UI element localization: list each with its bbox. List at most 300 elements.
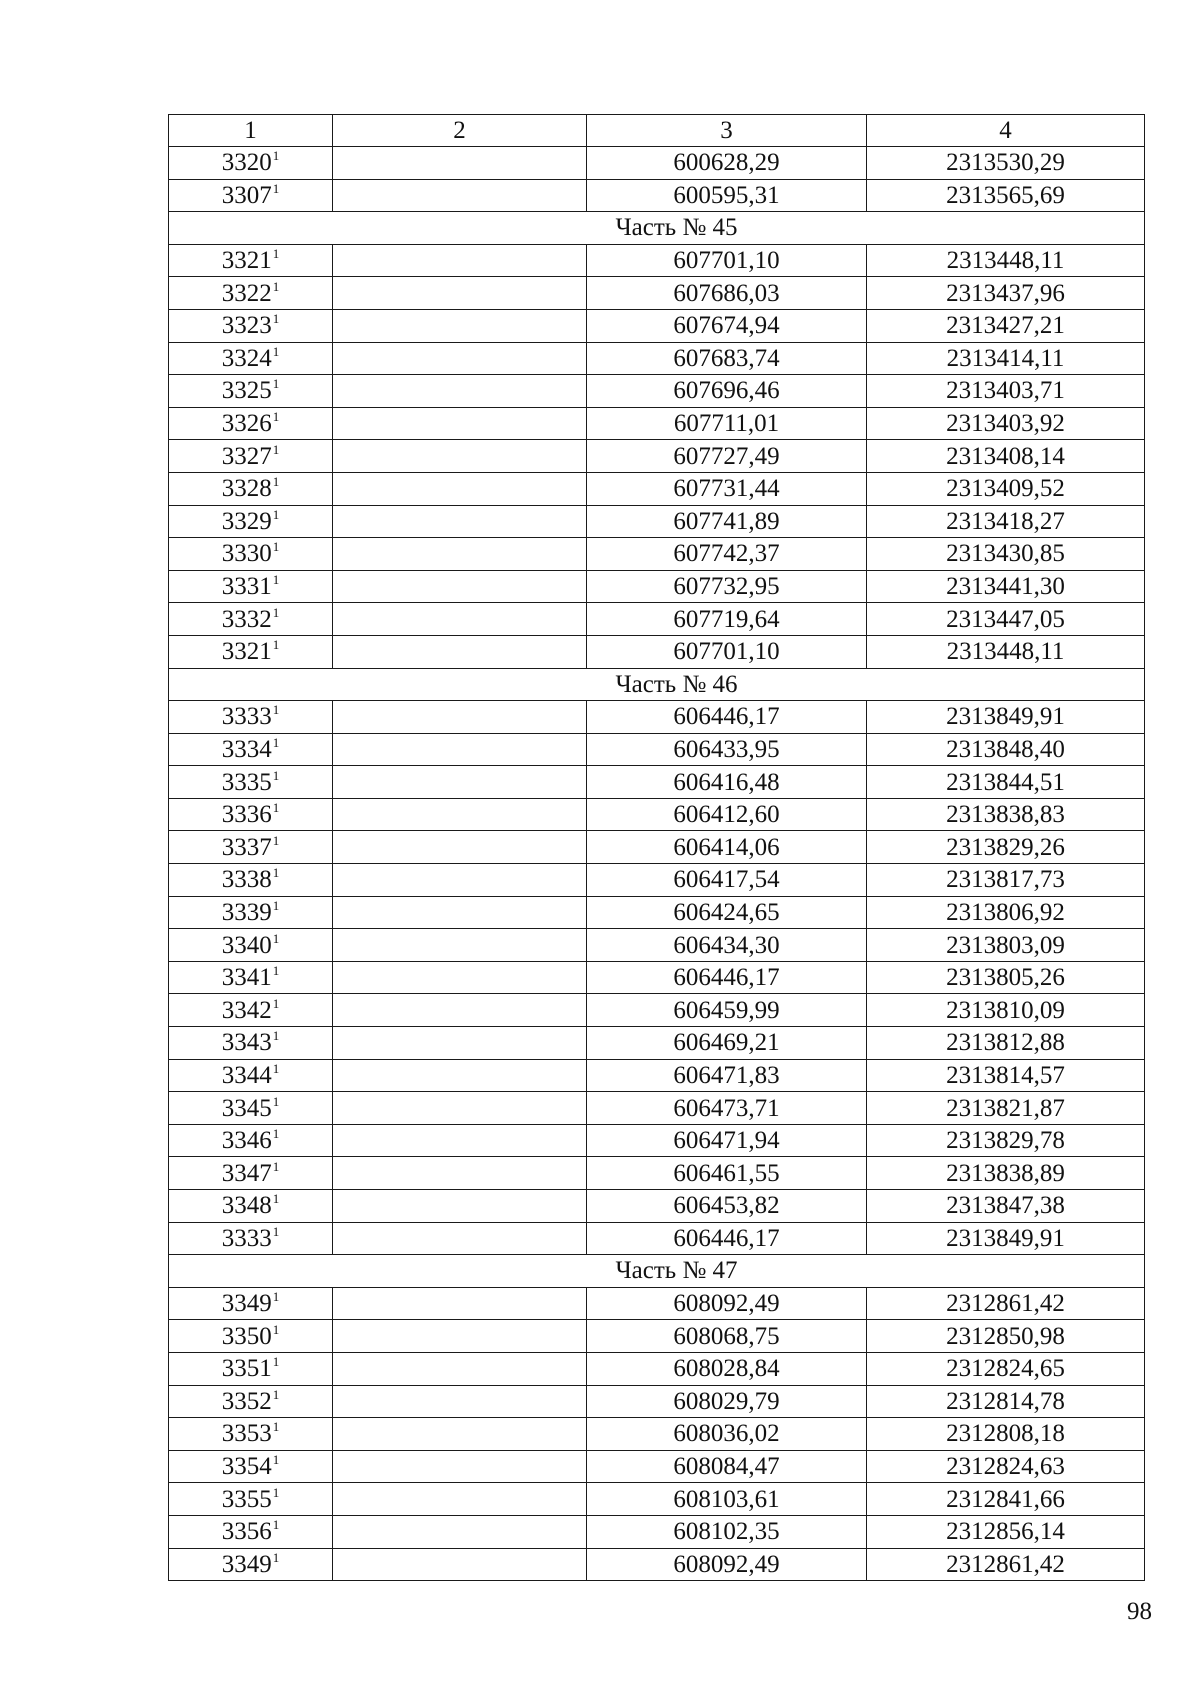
point-number-cell (169, 1222, 333, 1255)
point-superscript: 1 (272, 376, 280, 392)
point-number: 3323 (221, 312, 272, 340)
col2-cell (333, 277, 587, 310)
point-number: 3322 (221, 279, 272, 307)
point-superscript: 1 (272, 1321, 280, 1337)
point-number-cell (169, 701, 333, 734)
point-number-cell (169, 961, 333, 994)
y-coordinate-cell: 2313530,29 (867, 147, 1145, 180)
x-coordinate-cell: 606459,99 (587, 994, 867, 1027)
table-row (169, 1450, 1145, 1483)
x-coordinate-cell: 606417,54 (587, 864, 867, 897)
point-number-cell (169, 407, 333, 440)
point-superscript: 1 (272, 1158, 280, 1174)
col2-cell (333, 994, 587, 1027)
y-coordinate-cell: 2313437,96 (867, 277, 1145, 310)
header-col-3: 3 (587, 115, 867, 147)
point-number: 3332 (221, 605, 272, 633)
point-number-cell (169, 244, 333, 277)
col2-cell (333, 635, 587, 668)
point-number: 3351 (221, 1355, 272, 1383)
point-number-cell (169, 896, 333, 929)
y-coordinate-cell: 2313812,88 (867, 1027, 1145, 1060)
y-coordinate-cell: 2312850,98 (867, 1320, 1145, 1353)
x-coordinate-cell: 607701,10 (587, 244, 867, 277)
y-coordinate-cell: 2313829,78 (867, 1124, 1145, 1157)
point-superscript: 1 (272, 441, 280, 457)
point-superscript: 1 (272, 1419, 280, 1435)
point-number: 3354 (221, 1453, 272, 1481)
table-row (169, 342, 1145, 375)
point-number: 3326 (221, 410, 272, 438)
table-row (169, 505, 1145, 538)
point-number-cell (169, 929, 333, 962)
x-coordinate-cell: 608068,75 (587, 1320, 867, 1353)
table-row (169, 309, 1145, 342)
y-coordinate-cell: 2313448,11 (867, 635, 1145, 668)
y-coordinate-cell: 2312841,66 (867, 1483, 1145, 1516)
point-superscript: 1 (272, 702, 280, 718)
col2-cell (333, 1157, 587, 1190)
point-number: 3341 (221, 964, 272, 992)
table-row (169, 472, 1145, 505)
point-superscript: 1 (272, 637, 280, 653)
point-number-cell (169, 603, 333, 636)
col2-cell (333, 1222, 587, 1255)
col2-cell (333, 505, 587, 538)
point-number: 3327 (221, 442, 272, 470)
y-coordinate-cell: 2313849,91 (867, 701, 1145, 734)
point-superscript: 1 (272, 409, 280, 425)
point-superscript: 1 (272, 1060, 280, 1076)
point-number: 3349 (221, 1290, 272, 1318)
point-number-cell (169, 994, 333, 1027)
table-row (169, 179, 1145, 212)
point-number: 3328 (221, 475, 272, 503)
col2-cell (333, 603, 587, 636)
col2-cell (333, 701, 587, 734)
point-superscript: 1 (272, 604, 280, 620)
y-coordinate-cell: 2313803,09 (867, 929, 1145, 962)
table-row (169, 1548, 1145, 1581)
y-coordinate-cell: 2313821,87 (867, 1092, 1145, 1125)
point-number-cell (169, 798, 333, 831)
point-superscript: 1 (272, 1354, 280, 1370)
y-coordinate-cell: 2312808,18 (867, 1418, 1145, 1451)
point-number: 3345 (221, 1094, 272, 1122)
y-coordinate-cell: 2312824,65 (867, 1352, 1145, 1385)
point-number: 3348 (221, 1192, 272, 1220)
point-number: 3321 (221, 247, 272, 275)
y-coordinate-cell: 2313414,11 (867, 342, 1145, 375)
table-row (169, 407, 1145, 440)
table-row (169, 244, 1145, 277)
point-number: 3338 (221, 866, 272, 894)
x-coordinate-cell: 606424,65 (587, 896, 867, 929)
y-coordinate-cell: 2313847,38 (867, 1190, 1145, 1223)
header-col-4: 4 (867, 115, 1145, 147)
table-row (169, 1092, 1145, 1125)
point-superscript: 1 (272, 1191, 280, 1207)
point-number-cell (169, 147, 333, 180)
table-row (169, 1124, 1145, 1157)
point-number-cell (169, 1059, 333, 1092)
point-number-cell (169, 570, 333, 603)
point-number-cell (169, 1548, 333, 1581)
point-number: 3352 (221, 1387, 272, 1415)
point-number: 3307 (221, 181, 272, 209)
x-coordinate-cell: 607731,44 (587, 472, 867, 505)
col2-cell (333, 1418, 587, 1451)
point-number-cell (169, 277, 333, 310)
table-row (169, 570, 1145, 603)
col2-cell (333, 179, 587, 212)
col2-cell (333, 1092, 587, 1125)
point-number: 3346 (221, 1127, 272, 1155)
point-superscript: 1 (272, 1223, 280, 1239)
point-superscript: 1 (272, 343, 280, 359)
y-coordinate-cell: 2313817,73 (867, 864, 1145, 897)
col2-cell (333, 1450, 587, 1483)
section-header-row (169, 668, 1145, 701)
table-row (169, 147, 1145, 180)
point-superscript: 1 (272, 539, 280, 555)
col2-cell (333, 244, 587, 277)
point-superscript: 1 (272, 800, 280, 816)
section-header-row (169, 1255, 1145, 1288)
col2-cell (333, 375, 587, 408)
point-number: 3356 (221, 1518, 272, 1546)
page-number: 98 (1127, 1598, 1152, 1625)
point-number: 3355 (221, 1485, 272, 1513)
x-coordinate-cell: 606453,82 (587, 1190, 867, 1223)
y-coordinate-cell: 2313810,09 (867, 994, 1145, 1027)
point-superscript: 1 (272, 1093, 280, 1109)
y-coordinate-cell: 2313829,26 (867, 831, 1145, 864)
point-number: 3325 (221, 377, 272, 405)
table-row (169, 538, 1145, 571)
point-number: 3333 (221, 703, 272, 731)
y-coordinate-cell: 2313430,85 (867, 538, 1145, 571)
point-number-cell (169, 1190, 333, 1223)
y-coordinate-cell: 2312861,42 (867, 1287, 1145, 1320)
col2-cell (333, 1124, 587, 1157)
col2-cell (333, 1548, 587, 1581)
table-row (169, 375, 1145, 408)
coordinates-table (168, 114, 1145, 1581)
x-coordinate-cell: 608036,02 (587, 1418, 867, 1451)
y-coordinate-cell: 2313838,89 (867, 1157, 1145, 1190)
y-coordinate-cell: 2313806,92 (867, 896, 1145, 929)
y-coordinate-cell: 2313408,14 (867, 440, 1145, 473)
table-row (169, 1157, 1145, 1190)
point-number: 3343 (221, 1029, 272, 1057)
point-number-cell (169, 309, 333, 342)
x-coordinate-cell: 606416,48 (587, 766, 867, 799)
x-coordinate-cell: 606473,71 (587, 1092, 867, 1125)
y-coordinate-cell: 2313441,30 (867, 570, 1145, 603)
col2-cell (333, 1027, 587, 1060)
table-row (169, 1352, 1145, 1385)
y-coordinate-cell: 2313849,91 (867, 1222, 1145, 1255)
point-superscript: 1 (272, 1484, 280, 1500)
point-superscript: 1 (272, 897, 280, 913)
x-coordinate-cell: 607742,37 (587, 538, 867, 571)
point-superscript: 1 (272, 572, 280, 588)
col2-cell (333, 309, 587, 342)
section-title: Часть № 47 (169, 1255, 1145, 1288)
point-superscript: 1 (272, 246, 280, 262)
table-row (169, 1190, 1145, 1223)
y-coordinate-cell: 2312856,14 (867, 1515, 1145, 1548)
col2-cell (333, 570, 587, 603)
table-row (169, 733, 1145, 766)
header-col-2: 2 (333, 115, 587, 147)
point-superscript: 1 (272, 963, 280, 979)
y-coordinate-cell: 2313805,26 (867, 961, 1145, 994)
x-coordinate-cell: 600628,29 (587, 147, 867, 180)
table-row (169, 766, 1145, 799)
point-number-cell (169, 538, 333, 571)
point-number: 3353 (221, 1420, 272, 1448)
section-title: Часть № 45 (169, 212, 1145, 245)
x-coordinate-cell: 608092,49 (587, 1287, 867, 1320)
table-row (169, 701, 1145, 734)
y-coordinate-cell: 2313844,51 (867, 766, 1145, 799)
table-row (169, 1483, 1145, 1516)
point-number-cell (169, 1027, 333, 1060)
point-number: 3349 (221, 1550, 272, 1578)
col2-cell (333, 896, 587, 929)
y-coordinate-cell: 2313403,92 (867, 407, 1145, 440)
col2-cell (333, 1320, 587, 1353)
point-superscript: 1 (272, 311, 280, 327)
point-number: 3331 (221, 573, 272, 601)
col2-cell (333, 766, 587, 799)
table-row (169, 798, 1145, 831)
col2-cell (333, 1190, 587, 1223)
x-coordinate-cell: 608029,79 (587, 1385, 867, 1418)
x-coordinate-cell: 606412,60 (587, 798, 867, 831)
x-coordinate-cell: 608028,84 (587, 1352, 867, 1385)
point-number-cell (169, 342, 333, 375)
point-number: 3350 (221, 1322, 272, 1350)
x-coordinate-cell: 606446,17 (587, 1222, 867, 1255)
x-coordinate-cell: 607683,74 (587, 342, 867, 375)
table-row (169, 635, 1145, 668)
table-row (169, 1385, 1145, 1418)
table-row (169, 929, 1145, 962)
point-number-cell (169, 1515, 333, 1548)
point-number: 3344 (221, 1061, 272, 1089)
col2-cell (333, 1483, 587, 1516)
point-number-cell (169, 766, 333, 799)
col2-cell (333, 798, 587, 831)
x-coordinate-cell: 606461,55 (587, 1157, 867, 1190)
x-coordinate-cell: 608084,47 (587, 1450, 867, 1483)
section-title: Часть № 46 (169, 668, 1145, 701)
point-superscript: 1 (272, 506, 280, 522)
point-superscript: 1 (272, 1386, 280, 1402)
x-coordinate-cell: 606469,21 (587, 1027, 867, 1060)
point-number-cell (169, 635, 333, 668)
point-number-cell (169, 864, 333, 897)
x-coordinate-cell: 607719,64 (587, 603, 867, 636)
point-superscript: 1 (272, 832, 280, 848)
point-number: 3334 (221, 735, 272, 763)
table-row (169, 1059, 1145, 1092)
x-coordinate-cell: 606446,17 (587, 961, 867, 994)
y-coordinate-cell: 2313409,52 (867, 472, 1145, 505)
col2-cell (333, 831, 587, 864)
y-coordinate-cell: 2313838,83 (867, 798, 1145, 831)
table-header-row (169, 115, 1145, 147)
point-superscript: 1 (272, 930, 280, 946)
col2-cell (333, 1352, 587, 1385)
point-superscript: 1 (272, 1452, 280, 1468)
point-number-cell (169, 1418, 333, 1451)
point-number: 3320 (221, 149, 272, 177)
x-coordinate-cell: 607674,94 (587, 309, 867, 342)
point-number: 3342 (221, 996, 272, 1024)
point-superscript: 1 (272, 767, 280, 783)
col2-cell (333, 864, 587, 897)
point-number-cell (169, 505, 333, 538)
point-number: 3336 (221, 801, 272, 829)
point-superscript: 1 (272, 1126, 280, 1142)
table-row (169, 961, 1145, 994)
point-number: 3330 (221, 540, 272, 568)
point-superscript: 1 (272, 148, 280, 164)
point-superscript: 1 (272, 1028, 280, 1044)
point-superscript: 1 (272, 474, 280, 490)
x-coordinate-cell: 607686,03 (587, 277, 867, 310)
table-row (169, 1287, 1145, 1320)
point-superscript: 1 (272, 1517, 280, 1533)
point-number-cell (169, 1352, 333, 1385)
table-row (169, 603, 1145, 636)
col2-cell (333, 1059, 587, 1092)
y-coordinate-cell: 2313447,05 (867, 603, 1145, 636)
x-coordinate-cell: 608092,49 (587, 1548, 867, 1581)
point-number-cell (169, 1320, 333, 1353)
y-coordinate-cell: 2313418,27 (867, 505, 1145, 538)
col2-cell (333, 147, 587, 180)
table-row (169, 1027, 1145, 1060)
col2-cell (333, 1515, 587, 1548)
col2-cell (333, 472, 587, 505)
y-coordinate-cell: 2312824,63 (867, 1450, 1145, 1483)
point-number-cell (169, 375, 333, 408)
table-row (169, 440, 1145, 473)
col2-cell (333, 961, 587, 994)
point-superscript: 1 (272, 995, 280, 1011)
y-coordinate-cell: 2313448,11 (867, 244, 1145, 277)
point-number-cell (169, 1483, 333, 1516)
y-coordinate-cell: 2312814,78 (867, 1385, 1145, 1418)
y-coordinate-cell: 2313427,21 (867, 309, 1145, 342)
point-number: 3333 (221, 1224, 272, 1252)
header-col-1: 1 (169, 115, 333, 147)
table-row (169, 1515, 1145, 1548)
y-coordinate-cell: 2313848,40 (867, 733, 1145, 766)
y-coordinate-cell: 2312861,42 (867, 1548, 1145, 1581)
point-number-cell (169, 1385, 333, 1418)
point-superscript: 1 (272, 734, 280, 750)
x-coordinate-cell: 608103,61 (587, 1483, 867, 1516)
point-number-cell (169, 472, 333, 505)
x-coordinate-cell: 606414,06 (587, 831, 867, 864)
point-number-cell (169, 1124, 333, 1157)
point-number: 3324 (221, 344, 272, 372)
x-coordinate-cell: 600595,31 (587, 179, 867, 212)
table-row (169, 1320, 1145, 1353)
col2-cell (333, 538, 587, 571)
table-row (169, 1418, 1145, 1451)
point-number-cell (169, 1450, 333, 1483)
point-number: 3329 (221, 507, 272, 535)
point-number-cell (169, 733, 333, 766)
x-coordinate-cell: 606471,83 (587, 1059, 867, 1092)
y-coordinate-cell: 2313814,57 (867, 1059, 1145, 1092)
point-number-cell (169, 1287, 333, 1320)
x-coordinate-cell: 607727,49 (587, 440, 867, 473)
col2-cell (333, 407, 587, 440)
point-number: 3337 (221, 833, 272, 861)
point-number: 3340 (221, 931, 272, 959)
x-coordinate-cell: 607732,95 (587, 570, 867, 603)
point-number: 3339 (221, 898, 272, 926)
table-row (169, 277, 1145, 310)
col2-cell (333, 440, 587, 473)
x-coordinate-cell: 607701,10 (587, 635, 867, 668)
x-coordinate-cell: 608102,35 (587, 1515, 867, 1548)
col2-cell (333, 342, 587, 375)
y-coordinate-cell: 2313565,69 (867, 179, 1145, 212)
table-row (169, 1222, 1145, 1255)
col2-cell (333, 929, 587, 962)
point-number: 3321 (221, 638, 272, 666)
point-number: 3347 (221, 1159, 272, 1187)
x-coordinate-cell: 606446,17 (587, 701, 867, 734)
point-superscript: 1 (272, 865, 280, 881)
x-coordinate-cell: 606434,30 (587, 929, 867, 962)
table-row (169, 994, 1145, 1027)
point-superscript: 1 (272, 1549, 280, 1565)
col2-cell (333, 733, 587, 766)
y-coordinate-cell: 2313403,71 (867, 375, 1145, 408)
point-superscript: 1 (272, 180, 280, 196)
x-coordinate-cell: 606433,95 (587, 733, 867, 766)
x-coordinate-cell: 606471,94 (587, 1124, 867, 1157)
table-row (169, 864, 1145, 897)
point-number-cell (169, 179, 333, 212)
point-number-cell (169, 1157, 333, 1190)
point-superscript: 1 (272, 1289, 280, 1305)
point-number-cell (169, 440, 333, 473)
table-body (169, 115, 1145, 1581)
point-number-cell (169, 1092, 333, 1125)
table-row (169, 896, 1145, 929)
x-coordinate-cell: 607711,01 (587, 407, 867, 440)
point-number: 3335 (221, 768, 272, 796)
point-number-cell (169, 831, 333, 864)
col2-cell (333, 1287, 587, 1320)
x-coordinate-cell: 607741,89 (587, 505, 867, 538)
table-row (169, 831, 1145, 864)
x-coordinate-cell: 607696,46 (587, 375, 867, 408)
col2-cell (333, 1385, 587, 1418)
point-superscript: 1 (272, 278, 280, 294)
